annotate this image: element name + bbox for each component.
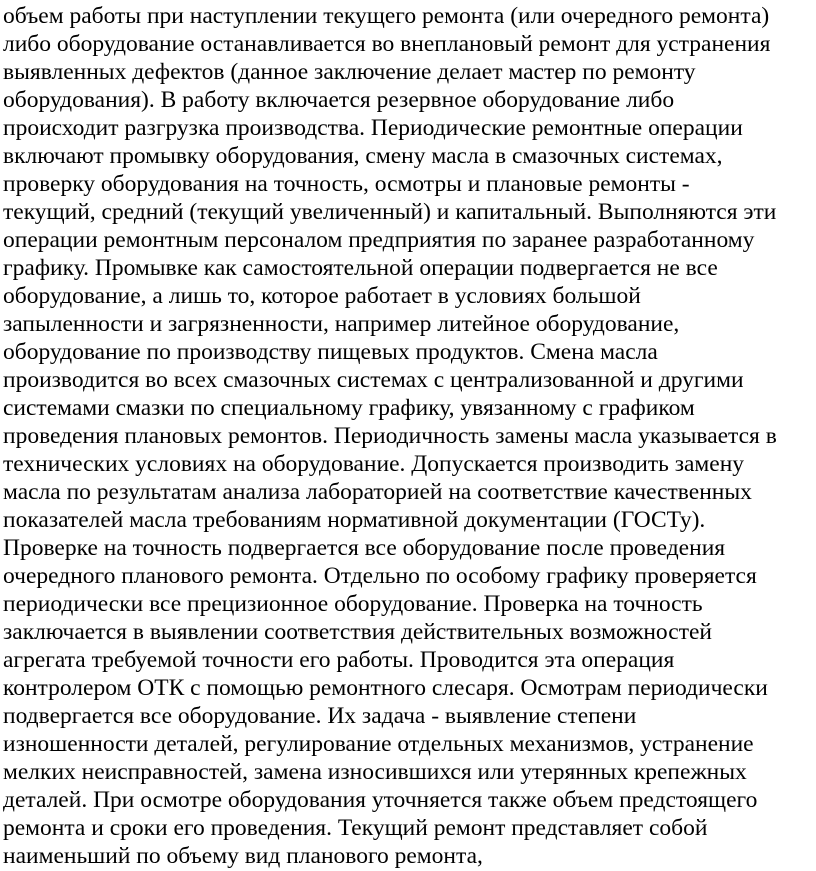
text-line: мелких неисправностей, замена износившихся или утерянных крепежных — [3, 759, 747, 785]
text-line: производится во всех смазочных системах с централизованной и другими — [3, 367, 744, 393]
text-line: выявленных дефектов (данное заключение делает мастер по ремонту — [3, 59, 696, 85]
text-line: заключается в выявлении соответствия действительных возможностей — [3, 619, 712, 645]
text-line: масла по результатам анализа лабораторией на соответствие качественных — [3, 479, 752, 505]
text-line: очередного планового ремонта. Отдельно по особому графику проверяется — [3, 563, 757, 589]
text-line: объем работы при наступлении текущего ремонта (или очередного ремонта) — [3, 3, 770, 29]
text-line: либо оборудование останавливается во внеплановый ремонт для устранения — [3, 31, 771, 57]
text-line: проверку оборудования на точность, осмотры и плановые ремонты - — [3, 171, 690, 197]
text-line: наименьший по объему вид планового ремонта, — [3, 843, 483, 869]
text-line: технических условиях на оборудование. Допускается производить замену — [3, 451, 745, 477]
text-line: происходит разгрузка производства. Периодические ремонтные операции — [3, 115, 743, 141]
text-line: показателей масла требованиям нормативной документации (ГОСТу). — [3, 507, 706, 533]
text-line: проведения плановых ремонтов. Периодичность замены масла указывается в — [3, 423, 777, 449]
text-line: оборудование по производству пищевых продуктов. Смена масла — [3, 339, 658, 365]
text-line: деталей. При осмотре оборудования уточняется также объем предстоящего — [3, 787, 758, 813]
text-line: системами смазки по специальному графику, увязанному с графиком — [3, 395, 695, 421]
text-line: текущий, средний (текущий увеличенный) и капитальный. Выполняются эти — [3, 199, 777, 225]
text-line: запыленности и загрязненности, например литейное оборудование, — [3, 311, 680, 337]
text-line: оборудование, а лишь то, которое работает в условиях большой — [3, 283, 641, 309]
text-line: подвергается все оборудование. Их задача - выявление степени — [3, 703, 637, 729]
text-line: ремонта и сроки его проведения. Текущий ремонт представляет собой — [3, 815, 708, 841]
text-line: операции ремонтным персоналом предприятия по заранее разработанному — [3, 227, 755, 253]
text-line: включают промывку оборудования, смену масла в смазочных системах, — [3, 143, 723, 169]
text-line: агрегата требуемой точности его работы. Проводится эта операция — [3, 647, 675, 673]
text-line: оборудования). В работу включается резервное оборудование либо — [3, 87, 675, 113]
text-line: изношенности деталей, регулирование отдельных механизмов, устранение — [3, 731, 754, 757]
text-line: Проверке на точность подвергается все оборудование после проведения — [3, 535, 726, 561]
text-line: контролером ОТК с помощью ремонтного слесаря. Осмотрам периодически — [3, 675, 768, 701]
text-line: периодически все прецизионное оборудование. Проверка на точность — [3, 591, 703, 617]
text-line: графику. Промывке как самостоятельной операции подвергается не все — [3, 255, 718, 281]
